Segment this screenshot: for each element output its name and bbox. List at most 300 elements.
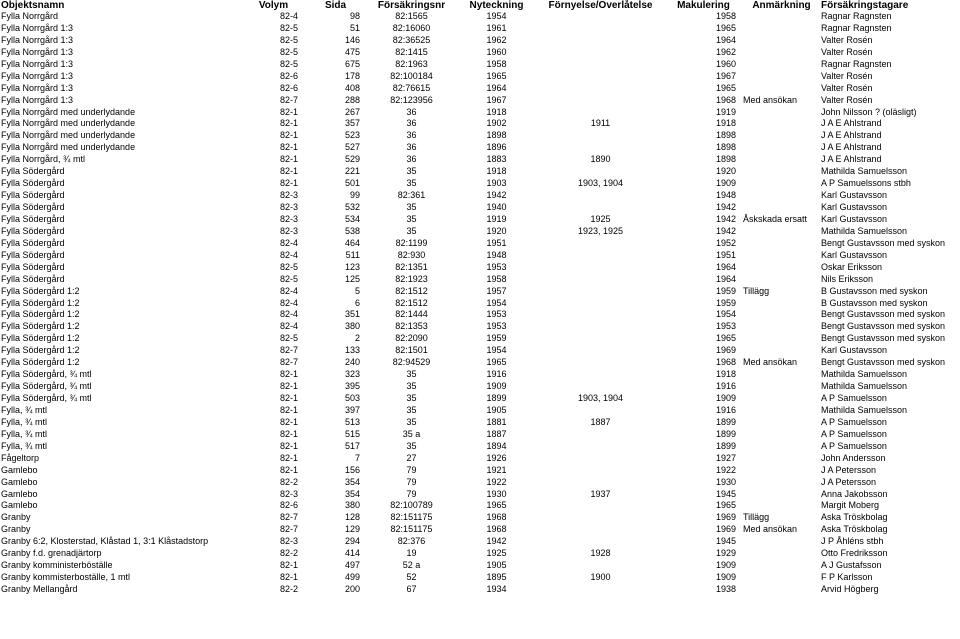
cell-nyteckning: 1942	[486, 190, 507, 201]
cell-objektsnamn: Fylla Södergård, ¾ mtl	[1, 369, 92, 380]
cell-forsakringsnr: 35	[406, 393, 417, 403]
cell-volym: 82-5	[279, 261, 298, 272]
cell-forsakringstagare: Mathilda Samuelsson	[821, 225, 908, 236]
table-row	[0, 23, 960, 35]
cell-fornyelse	[536, 274, 664, 286]
cell-forsakringstagare: Aska Tröskbolag	[821, 512, 888, 523]
cell-forsakringstagare: A J Gustafsson	[821, 560, 882, 571]
cell-forsakringsnr: 19	[406, 548, 417, 559]
cell-forsakringsnr: 35	[406, 369, 417, 380]
table-row	[0, 202, 960, 214]
cell-anmarkning	[742, 35, 820, 47]
cell-forsakringstagare: A P Samuelssons stbh	[821, 178, 911, 189]
table-row	[0, 465, 960, 477]
cell-makulering: 1920	[715, 166, 736, 177]
cell-makulering: 1954	[715, 309, 736, 320]
cell-objektsnamn: Fylla Södergård 1:2	[1, 345, 80, 356]
cell-objektsnamn: Fylla Södergård	[1, 249, 65, 260]
col-header-makulering: Makulering	[677, 0, 730, 11]
cell-volym: 82-3	[279, 536, 298, 547]
cell-anmarkning	[742, 321, 820, 333]
table-row	[0, 154, 960, 166]
cell-volym: 82-5	[279, 333, 298, 344]
cell-forsakringstagare: Karl Gustavsson	[821, 249, 888, 260]
cell-nyteckning: 1920	[486, 225, 507, 236]
table-row	[0, 286, 960, 298]
table-row	[0, 178, 960, 190]
table-row	[0, 11, 960, 23]
cell-nyteckning: 1965	[486, 500, 507, 511]
cell-anmarkning	[742, 548, 820, 560]
cell-fornyelse	[536, 238, 664, 250]
cell-anmarkning	[742, 309, 820, 321]
cell-forsakringstagare: A P Samuelsson	[821, 440, 887, 451]
cell-volym: 82-7	[279, 94, 298, 105]
cell-nyteckning: 1968	[486, 512, 507, 523]
cell-fornyelse	[536, 71, 664, 83]
cell-anmarkning	[742, 560, 820, 572]
table-row	[0, 345, 960, 357]
cell-sida: 294	[344, 536, 360, 547]
table-row	[0, 584, 960, 596]
cell-anmarkning	[742, 178, 820, 190]
cell-volym: 82-7	[279, 345, 298, 356]
cell-nyteckning: 1934	[486, 584, 507, 594]
cell-volym: 82-1	[279, 178, 298, 189]
cell-forsakringsnr: 82:100789	[390, 500, 433, 511]
cell-fornyelse: 1887	[590, 416, 611, 427]
cell-objektsnamn: Fylla Södergård 1:2	[1, 309, 80, 320]
cell-forsakringsnr: 35	[406, 202, 417, 212]
cell-fornyelse	[536, 381, 664, 393]
cell-makulering: 1969	[715, 512, 736, 523]
cell-fornyelse	[536, 250, 664, 262]
cell-makulering: 1942	[715, 225, 736, 236]
cell-objektsnamn: Granby	[1, 524, 31, 535]
cell-volym: 82-1	[279, 381, 298, 392]
cell-forsakringstagare: J A Petersson	[821, 476, 877, 487]
cell-nyteckning: 1930	[486, 488, 507, 499]
table-row	[0, 536, 960, 548]
cell-volym: 82-5	[279, 34, 298, 45]
cell-volym: 82-4	[279, 11, 298, 21]
cell-nyteckning: 1948	[486, 249, 507, 260]
cell-volym: 82-6	[279, 70, 298, 81]
cell-fornyelse	[536, 465, 664, 477]
cell-anmarkning	[742, 274, 820, 286]
cell-nyteckning: 1918	[486, 106, 507, 117]
cell-forsakringsnr: 82:1501	[395, 345, 428, 356]
cell-volym: 82-7	[279, 512, 298, 523]
cell-volym: 82-1	[279, 416, 298, 427]
cell-anmarkning: Åskskada ersatt	[743, 213, 808, 224]
cell-nyteckning: 1898	[486, 130, 507, 141]
cell-nyteckning: 1953	[486, 309, 507, 320]
cell-anmarkning	[742, 190, 820, 202]
cell-fornyelse	[536, 309, 664, 321]
cell-nyteckning: 1954	[486, 297, 507, 308]
cell-sida: 397	[344, 404, 360, 415]
cell-fornyelse: 1937	[590, 488, 611, 499]
cell-makulering: 1930	[715, 476, 736, 487]
cell-forsakringstagare: Bengt Gustavsson med syskon	[821, 321, 946, 332]
cell-makulering: 1951	[715, 249, 736, 260]
cell-makulering: 1965	[715, 333, 736, 344]
cell-sida: 146	[344, 34, 360, 45]
table-row	[0, 250, 960, 262]
cell-makulering: 1964	[715, 34, 736, 45]
cell-objektsnamn: Fylla Södergård	[1, 190, 65, 201]
cell-forsakringsnr: 82:1512	[395, 297, 428, 308]
cell-fornyelse	[536, 202, 664, 214]
cell-sida: 99	[349, 190, 360, 201]
cell-sida: 501	[344, 178, 360, 189]
cell-forsakringstagare: Nils Eriksson	[821, 273, 874, 284]
table-row	[0, 333, 960, 345]
col-header-objektsnamn: Objektsnamn	[1, 0, 65, 11]
cell-objektsnamn: Fylla Södergård	[1, 225, 65, 236]
cell-makulering: 1960	[715, 58, 736, 69]
cell-forsakringstagare: Karl Gustavsson	[821, 213, 888, 224]
cell-forsakringsnr: 35	[406, 178, 417, 189]
cell-sida: 515	[344, 428, 360, 439]
cell-nyteckning: 1905	[486, 560, 507, 571]
cell-fornyelse	[536, 107, 664, 119]
cell-objektsnamn: Fylla, ¾ mtl	[1, 440, 48, 451]
cell-makulering: 1899	[715, 416, 736, 427]
cell-forsakringstagare: A P Samuelsson	[821, 428, 887, 439]
cell-nyteckning: 1883	[486, 154, 507, 165]
cell-objektsnamn: Fylla Södergård 1:2	[1, 357, 80, 368]
cell-forsakringsnr: 82:1512	[395, 285, 428, 296]
cell-fornyelse	[536, 47, 664, 59]
cell-makulering: 1898	[715, 154, 736, 165]
cell-volym: 82-2	[279, 584, 298, 594]
cell-sida: 513	[344, 416, 360, 427]
table-row	[0, 524, 960, 536]
cell-forsakringstagare: Mathilda Samuelsson	[821, 381, 908, 392]
cell-nyteckning: 1968	[486, 524, 507, 535]
cell-fornyelse	[536, 369, 664, 381]
cell-sida: 133	[344, 345, 360, 356]
cell-fornyelse	[536, 95, 664, 107]
cell-nyteckning: 1909	[486, 381, 507, 392]
cell-sida: 98	[349, 11, 360, 21]
cell-anmarkning	[742, 417, 820, 429]
cell-makulering: 1927	[715, 452, 736, 463]
cell-sida: 129	[344, 524, 360, 535]
table-row	[0, 262, 960, 274]
cell-makulering: 1942	[715, 213, 736, 224]
cell-makulering: 1909	[715, 560, 736, 571]
cell-makulering: 1916	[715, 381, 736, 392]
cell-makulering: 1898	[715, 142, 736, 153]
cell-makulering: 1958	[715, 11, 736, 21]
table-row	[0, 441, 960, 453]
cell-fornyelse	[536, 142, 664, 154]
cell-sida: 534	[344, 213, 360, 224]
cell-fornyelse: 1925	[590, 213, 611, 224]
cell-anmarkning	[742, 250, 820, 262]
cell-volym: 82-3	[279, 213, 298, 224]
cell-forsakringstagare: J P Åhléns stbh	[821, 536, 884, 547]
cell-nyteckning: 1922	[486, 476, 507, 487]
cell-sida: 511	[345, 249, 360, 260]
cell-fornyelse	[536, 560, 664, 572]
col-header-volym: Volym	[258, 0, 289, 11]
table-row	[0, 107, 960, 119]
cell-sida: 503	[344, 393, 360, 403]
cell-forsakringstagare: Valter Rosén	[821, 94, 873, 105]
cell-forsakringstagare: Mathilda Samuelsson	[821, 404, 908, 415]
cell-volym: 82-3	[279, 488, 298, 499]
cell-nyteckning: 1899	[486, 393, 507, 403]
cell-sida: 380	[344, 500, 360, 511]
cell-objektsnamn: Fylla Södergård 1:2	[1, 297, 80, 308]
cell-objektsnamn: Fylla, ¾ mtl	[1, 416, 48, 427]
cell-forsakringsnr: 82:361	[397, 190, 426, 201]
cell-anmarkning	[742, 536, 820, 548]
cell-sida: 323	[344, 369, 360, 380]
cell-makulering: 1968	[715, 357, 736, 368]
cell-fornyelse: 1928	[590, 548, 611, 559]
cell-anmarkning	[742, 23, 820, 35]
cell-objektsnamn: Gamlebo	[1, 464, 38, 475]
cell-forsakringstagare: Otto Fredriksson	[821, 548, 888, 559]
cell-anmarkning	[742, 226, 820, 238]
cell-volym: 82-5	[279, 22, 298, 33]
cell-makulering: 1909	[715, 572, 736, 583]
cell-forsakringstagare: Anna Jakobsson	[821, 488, 888, 499]
cell-sida: 51	[349, 22, 360, 33]
cell-forsakringsnr: 35	[406, 166, 417, 177]
cell-makulering: 1919	[715, 106, 736, 117]
cell-nyteckning: 1895	[486, 572, 507, 583]
cell-objektsnamn: Granby kommisterboställe, 1 mtl	[1, 572, 131, 583]
cell-nyteckning: 1965	[486, 357, 507, 368]
cell-sida: 527	[344, 142, 360, 153]
cell-anmarkning	[742, 369, 820, 381]
table-row	[0, 548, 960, 560]
cell-sida: 178	[344, 70, 360, 81]
cell-fornyelse	[536, 536, 664, 548]
cell-volym: 82-3	[279, 202, 298, 212]
cell-forsakringstagare: Bengt Gustavsson med syskon	[821, 237, 946, 248]
cell-nyteckning: 1962	[486, 34, 507, 45]
cell-anmarkning	[742, 441, 820, 453]
cell-volym: 82-2	[279, 548, 298, 559]
cell-objektsnamn: Fylla Norrgård med underlydande	[1, 142, 136, 153]
cell-anmarkning	[742, 107, 820, 119]
cell-sida: 7	[354, 452, 360, 463]
cell-forsakringstagare: Karl Gustavsson	[821, 190, 888, 201]
table-row	[0, 489, 960, 501]
cell-forsakringsnr: 82:1444	[395, 309, 428, 320]
cell-objektsnamn: Fylla Södergård 1:2	[1, 321, 80, 332]
cell-makulering: 1945	[715, 536, 736, 547]
cell-sida: 538	[344, 225, 360, 236]
cell-forsakringstagare: John Andersson	[821, 452, 886, 463]
cell-forsakringsnr: 82:94529	[392, 357, 431, 368]
cell-sida: 380	[344, 321, 360, 332]
cell-nyteckning: 1894	[486, 440, 507, 451]
cell-objektsnamn: Fylla, ¾ mtl	[1, 428, 48, 439]
cell-anmarkning	[742, 465, 820, 477]
table-row	[0, 453, 960, 465]
cell-forsakringsnr: 35	[406, 404, 417, 415]
cell-volym: 82-1	[279, 118, 298, 129]
cell-anmarkning	[742, 142, 820, 154]
cell-forsakringstagare: Bengt Gustavsson med syskon	[821, 357, 946, 368]
cell-sida: 464	[344, 237, 360, 248]
cell-volym: 82-1	[279, 130, 298, 141]
cell-objektsnamn: Fylla Norrgård med underlydande	[1, 130, 136, 141]
cell-volym: 82-1	[279, 393, 298, 403]
cell-makulering: 1969	[715, 524, 736, 535]
cell-objektsnamn: Fylla Södergård	[1, 237, 65, 248]
table-row	[0, 512, 960, 524]
cell-nyteckning: 1964	[486, 82, 507, 93]
cell-sida: 5	[354, 285, 360, 296]
cell-makulering: 1945	[715, 488, 736, 499]
table-row	[0, 274, 960, 286]
cell-forsakringsnr: 67	[406, 584, 417, 594]
cell-volym: 82-5	[279, 273, 298, 284]
cell-makulering: 1964	[715, 273, 736, 284]
cell-forsakringstagare: Bengt Gustavsson med syskon	[821, 309, 946, 320]
cell-forsakringstagare: A P Samuelsson	[821, 416, 887, 427]
table-row	[0, 298, 960, 310]
table-row	[0, 83, 960, 95]
cell-forsakringstagare: Valter Rosén	[821, 70, 873, 81]
cell-makulering: 1959	[715, 285, 736, 296]
cell-objektsnamn: Granby	[1, 512, 31, 523]
cell-volym: 82-1	[279, 452, 298, 463]
cell-nyteckning: 1896	[486, 142, 507, 153]
cell-volym: 82-4	[279, 249, 298, 260]
cell-forsakringsnr: 36	[406, 154, 417, 165]
cell-forsakringsnr: 36	[406, 142, 417, 153]
cell-objektsnamn: Fylla Södergård	[1, 213, 65, 224]
cell-volym: 82-4	[279, 237, 298, 248]
cell-forsakringsnr: 79	[406, 488, 417, 499]
cell-forsakringstagare: J A Petersson	[821, 464, 877, 475]
cell-sida: 200	[344, 584, 360, 594]
cell-volym: 82-6	[279, 500, 298, 511]
cell-sida: 6	[354, 297, 360, 308]
table-row	[0, 214, 960, 226]
table-row	[0, 47, 960, 59]
cell-objektsnamn: Gamlebo	[1, 476, 38, 487]
cell-fornyelse	[536, 357, 664, 369]
cell-forsakringstagare: Mathilda Samuelsson	[821, 166, 908, 177]
cell-nyteckning: 1881	[486, 416, 507, 427]
cell-makulering: 1968	[715, 94, 736, 105]
table-row	[0, 142, 960, 154]
cell-nyteckning: 1953	[486, 261, 507, 272]
cell-nyteckning: 1954	[486, 345, 507, 356]
cell-volym: 82-1	[279, 154, 298, 165]
cell-objektsnamn: Fylla Södergård	[1, 178, 65, 189]
cell-nyteckning: 1887	[486, 428, 507, 439]
cell-fornyelse	[536, 333, 664, 345]
cell-anmarkning	[742, 166, 820, 178]
cell-volym: 82-4	[279, 321, 298, 332]
cell-sida: 123	[344, 261, 360, 272]
cell-makulering: 1942	[715, 202, 736, 212]
cell-volym: 82-7	[279, 357, 298, 368]
cell-anmarkning	[742, 500, 820, 512]
cell-makulering: 1938	[715, 584, 736, 594]
cell-anmarkning	[742, 333, 820, 345]
cell-volym: 82-5	[279, 58, 298, 69]
cell-anmarkning	[742, 429, 820, 441]
cell-volym: 82-4	[279, 285, 298, 296]
cell-forsakringsnr: 79	[406, 476, 417, 487]
cell-sida: 357	[344, 118, 360, 129]
cell-sida: 523	[344, 130, 360, 141]
cell-makulering: 1953	[715, 321, 736, 332]
cell-fornyelse: 1903, 1904	[577, 178, 624, 189]
col-header-forsakringsnr: Försäkringsnr	[377, 0, 446, 11]
cell-sida: 125	[344, 273, 360, 284]
cell-nyteckning: 1916	[486, 369, 507, 380]
cell-objektsnamn: Fylla Södergård 1:2	[1, 285, 80, 296]
cell-nyteckning: 1926	[486, 452, 507, 463]
table-row	[0, 190, 960, 202]
cell-sida: 499	[344, 572, 360, 583]
cell-forsakringstagare: Bengt Gustavsson med syskon	[821, 333, 946, 344]
cell-nyteckning: 1958	[486, 58, 507, 69]
cell-objektsnamn: Fylla, ¾ mtl	[1, 404, 48, 415]
table-row	[0, 477, 960, 489]
cell-fornyelse: 1911	[590, 118, 611, 129]
cell-sida: 395	[344, 381, 360, 392]
cell-forsakringsnr: 82:151175	[390, 512, 433, 523]
cell-makulering: 1898	[715, 130, 736, 141]
table-row	[0, 572, 960, 584]
cell-fornyelse: 1890	[590, 154, 611, 165]
cell-anmarkning	[742, 405, 820, 417]
cell-forsakringsnr: 52	[406, 572, 417, 583]
cell-makulering: 1969	[715, 345, 736, 356]
cell-forsakringsnr: 82:1923	[395, 273, 428, 284]
cell-anmarkning	[742, 118, 820, 130]
cell-nyteckning: 1967	[486, 94, 507, 105]
cell-makulering: 1918	[715, 118, 736, 129]
cell-forsakringstagare: B Gustavsson med syskon	[821, 297, 928, 308]
cell-anmarkning	[742, 47, 820, 59]
cell-anmarkning	[742, 298, 820, 310]
table-row	[0, 71, 960, 83]
cell-anmarkning	[742, 202, 820, 214]
cell-nyteckning: 1925	[486, 548, 507, 559]
cell-sida: 414	[344, 548, 360, 559]
cell-fornyelse	[536, 286, 664, 298]
table-row	[0, 429, 960, 441]
cell-objektsnamn: Fylla Norrgård	[1, 11, 59, 21]
cell-objektsnamn: Fylla Norrgård 1:3	[1, 70, 74, 81]
cell-anmarkning	[742, 584, 820, 596]
cell-objektsnamn: Fylla Norrgård 1:3	[1, 46, 74, 57]
table-row	[0, 500, 960, 512]
cell-forsakringsnr: 35 a	[402, 428, 421, 439]
cell-forsakringsnr: 35	[406, 225, 417, 236]
cell-fornyelse	[536, 83, 664, 95]
table-row	[0, 560, 960, 572]
cell-fornyelse	[536, 405, 664, 417]
cell-anmarkning: Med ansökan	[743, 524, 798, 535]
